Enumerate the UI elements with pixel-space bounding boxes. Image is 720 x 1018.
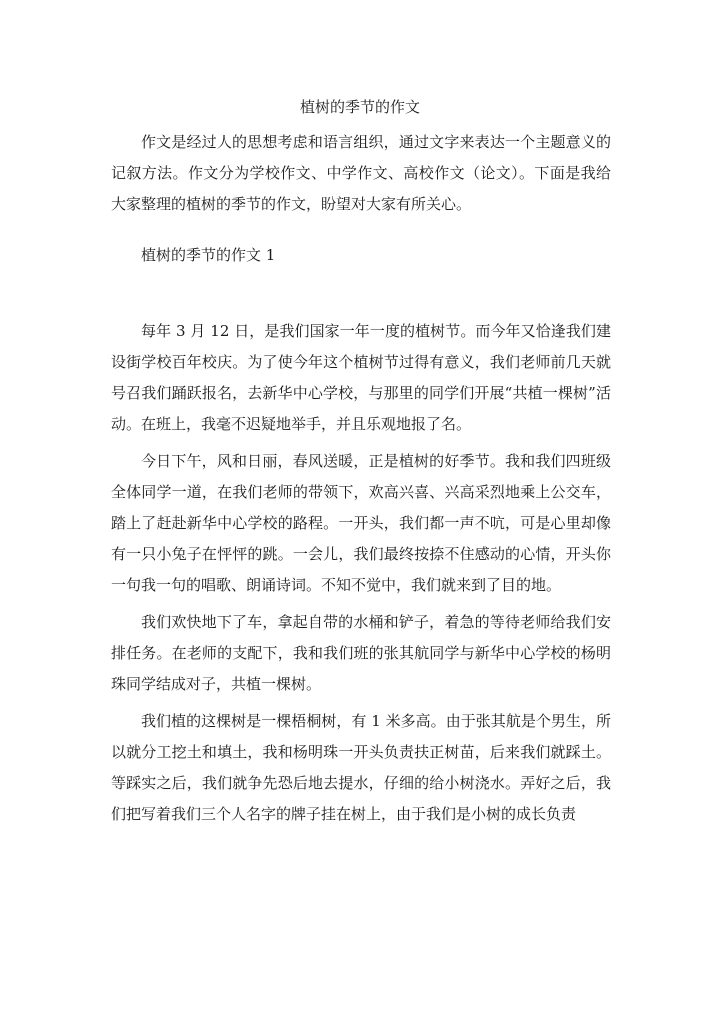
body-paragraph-4: 我们植的这棵树是一棵梧桐树，有 1 米多高。由于张其航是个男生，所以就分工挖土和填土，我和杨明珠一开头负责扶正树苗，后来我们就踩土。等踩实之后，我们就争先恐后地去提水，仔细的给小树浇水。弄好之后，我们把写着我们三个人名字的牌子挂在树上，由于我们是小树的成长负责: [111, 712, 611, 823]
intro-section: [111, 127, 611, 220]
section-heading: [111, 244, 611, 266]
section-heading-text: 植树的季节的作文 1: [141, 246, 276, 264]
essay-body: [111, 316, 611, 830]
body-paragraph-1: 每年 3 月 12 日，是我们国家一年一度的植树节。而今年又恰逢我们建设街学校百年校庆。为了使今年这个植树节过得有意义，我们老师前几天就号召我们踊跃报名，去新华中心学校，与那里的同学们开展“共植一棵树”活动。在班上，我毫不迟疑地举手，并且乐观地报了名。: [111, 322, 611, 433]
body-paragraph-3: 我们欢快地下了车，拿起自带的水桶和铲子，着急的等待老师给我们安排任务。在老师的支配下，我和我们班的张其航同学与新华中心学校的杨明珠同学结成对子，共植一棵树。: [111, 613, 611, 693]
document-title: 植树的季节的作文: [299, 98, 420, 116]
intro-paragraph: 作文是经过人的思想考虑和语言组织，通过文字来表达一个主题意义的记叙方法。作文分为学校作文、中学作文、高校作文（论文）。下面是我给大家整理的植树的季节的作文，盼望对大家有所关心。: [111, 133, 611, 213]
body-paragraph-2: 今日下午，风和日丽，春风送暖，正是植树的好季节。我和我们四班级全体同学一道，在我们老师的带领下，欢高兴喜、兴高采烈地乘上公交车，踏上了赶赴新华中心学校的路程。一开头，我们都一声不吭，可是心里却像有一只小兔子在怦怦的跳。一会儿，我们最终按捺不住感动的心情，开头你一句我一句的唱歌、朗诵诗词。不知不觉中，我们就来到了目的地。: [111, 452, 611, 594]
